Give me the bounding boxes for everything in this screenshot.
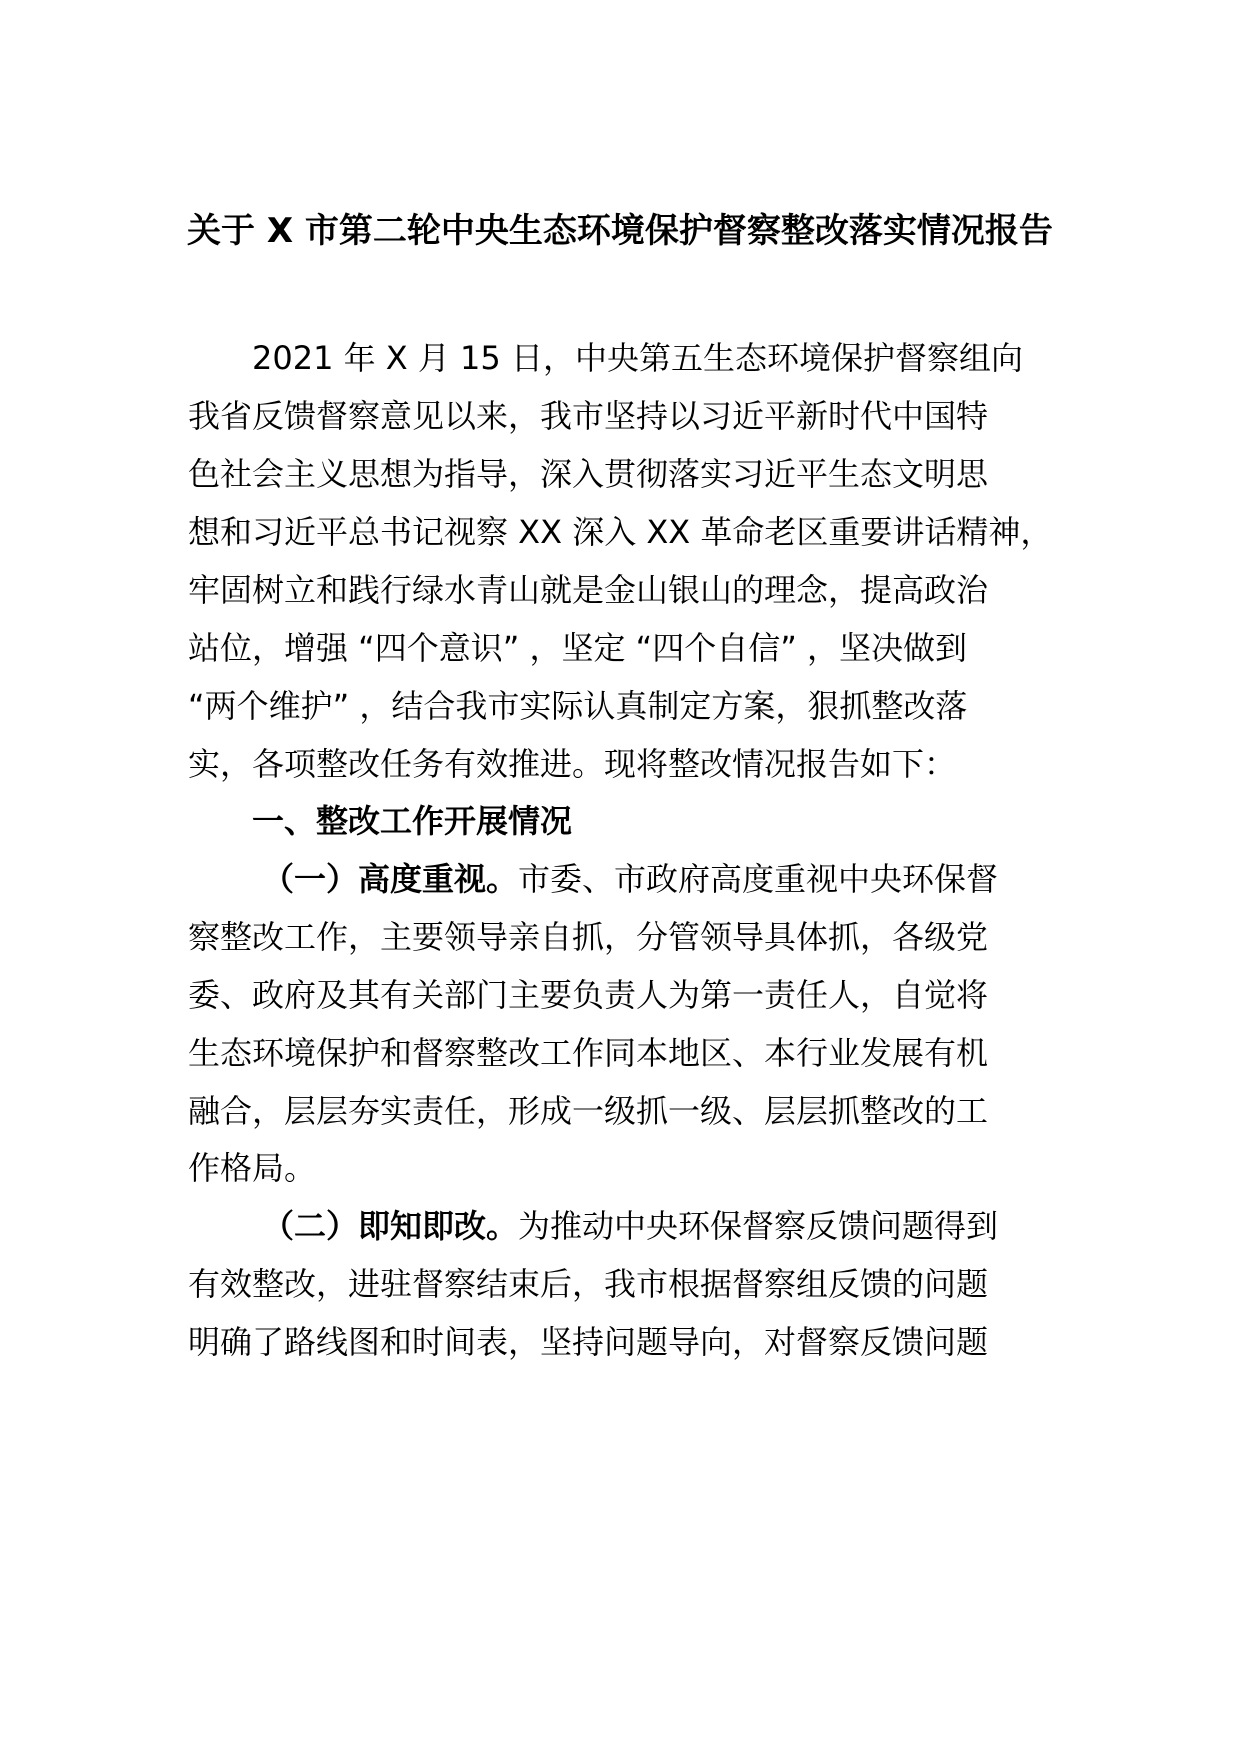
subsection-label: （二）即知即改。 xyxy=(262,1207,519,1245)
section-heading: 一、整改工作开展情况 xyxy=(252,802,573,840)
intro-line: 我省反馈督察意见以来，我市坚持以习近平新时代中国特 xyxy=(188,397,989,435)
subsection-text: 为推动中央环保督察反馈问题得到 xyxy=(518,1207,999,1245)
paragraph-line: 生态环境保护和督察整改工作同本地区、本行业发展有机 xyxy=(188,1034,989,1072)
intro-line: 2021 年 X 月 15 日，中央第五生态环境保护督察组向 xyxy=(252,339,1023,377)
paragraph-line: 察整改工作，主要领导亲自抓，分管领导具体抓，各级党 xyxy=(188,918,989,956)
paragraph-line: 融合，层层夯实责任，形成一级抓一级、层层抓整改的工 xyxy=(188,1092,989,1130)
intro-line: “两个维护” ，结合我市实际认真制定方案，狠抓整改落 xyxy=(188,687,968,725)
intro-line: 想和习近平总书记视察 XX 深入 XX 革命老区重要讲话精神， xyxy=(188,513,1053,551)
subsection-label: （一）高度重视。 xyxy=(262,860,519,898)
intro-line: 色社会主义思想为指导，深入贯彻落实习近平生态文明思 xyxy=(188,455,989,493)
intro-line: 实，各项整改任务有效推进。现将整改情况报告如下： xyxy=(188,745,957,783)
intro-line: 站位，增强 “四个意识” ，坚定 “四个自信” ，坚决做到 xyxy=(188,629,968,667)
document-title: 关于 X 市第二轮中央生态环境保护督察整改落实情况报告 xyxy=(187,211,1053,251)
paragraph-line: 委、政府及其有关部门主要负责人为第一责任人，自觉将 xyxy=(188,976,989,1014)
paragraph-line: 明确了路线图和时间表，坚持问题导向，对督察反馈问题 xyxy=(188,1323,989,1361)
paragraph-line: 作格局。 xyxy=(188,1149,317,1187)
intro-line: 牢固树立和践行绿水青山就是金山银山的理念，提高政治 xyxy=(188,571,989,609)
subsection-text: 市委、市政府高度重视中央环保督 xyxy=(518,860,999,898)
paragraph-line: 有效整改，进驻督察结束后，我市根据督察组反馈的问题 xyxy=(188,1265,989,1303)
subsection-first-line xyxy=(262,1202,1142,1250)
subsection-first-line xyxy=(262,855,1142,903)
